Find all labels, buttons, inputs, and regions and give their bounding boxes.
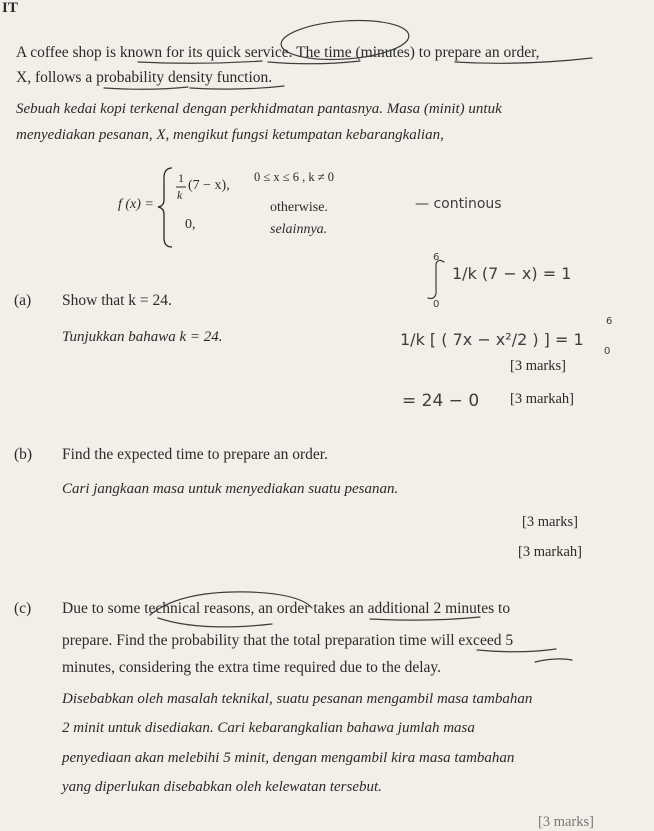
part-b-marks-en: [3 marks]: [522, 514, 578, 530]
part-c-question-my-line3: penyediaan akan melebihi 5 minit, dengan mengambil kira masa tambahan: [62, 750, 515, 766]
handwritten-bracket-lower: 0: [604, 346, 611, 357]
part-a-label: (a): [14, 292, 32, 309]
part-c-question-en-line2: prepare. Find the probability that the total preparation time will exceed 5: [62, 632, 514, 649]
underline-probability: [104, 87, 188, 89]
part-c-question-en-line1: Due to some technical reasons, an order takes an additional 2 minutes to: [62, 600, 511, 617]
pdf-case2-value: 0,: [185, 217, 196, 232]
intro-en-line1: A coffee shop is known for its quick service. The time (minutes) to prepare an order,: [16, 44, 540, 61]
handwritten-step: = 24 − 0: [402, 391, 480, 411]
pdf-case2-condition-my: selainnya.: [270, 222, 328, 237]
part-a-marks-en: [3 marks]: [510, 358, 566, 374]
part-c-question-my-line2: 2 minit untuk disediakan. Cari kebarangkalian bahawa jumlah masa: [62, 720, 475, 736]
part-b-marks-my: [3 markah]: [518, 544, 583, 560]
tick-exceed: [535, 659, 572, 662]
part-c-marks-en: [3 marks]: [538, 814, 594, 830]
part-c-question-my-line4: yang diperlukan disebabkan oleh kelewatan tersebut.: [62, 779, 382, 795]
corner-code: IT: [2, 0, 18, 16]
pdf-frac-den: k: [177, 188, 183, 202]
handwritten-bracket-upper: 6: [606, 316, 613, 327]
pdf-lhs: f (x) =: [118, 197, 154, 212]
part-b-label: (b): [14, 446, 33, 463]
handwritten-bracket-expression: 1/k [ ( 7x − x²/2 ) ] = 1: [400, 330, 584, 349]
part-b-question-my: Cari jangkaan masa untuk menyediakan suatu pesanan.: [62, 481, 399, 497]
part-c-label: (c): [14, 600, 32, 617]
integral-sign: [428, 260, 444, 298]
handwritten-integrand: 1/k (7 − x) = 1: [452, 264, 572, 283]
part-a-question-en: Show that k = 24.: [62, 292, 172, 309]
intro-my-line1: Sebuah kedai kopi terkenal dengan perkhidmatan pantasnya. Masa (minit) untuk: [16, 101, 502, 117]
pdf-frac-num: 1: [178, 171, 184, 185]
part-c-question-en-line3: minutes, considering the extra time required due to the delay.: [62, 659, 442, 676]
pdf-case1-expr: (7 − x),: [188, 178, 230, 193]
intro-my-line2: menyediakan pesanan, X, mengikut fungsi ketumpatan kebarangkalian,: [16, 127, 444, 143]
handwritten-integral-lower: 0: [433, 299, 440, 310]
handwritten-continuous: — continous: [415, 196, 502, 212]
part-b-question-en: Find the expected time to prepare an order.: [62, 446, 328, 463]
arc-reasons: [158, 618, 272, 627]
part-a-marks-my: [3 markah]: [510, 391, 575, 407]
pdf-case1-condition: 0 ≤ x ≤ 6 , k ≠ 0: [254, 170, 334, 184]
handwritten-integral-upper: 6: [433, 252, 440, 263]
part-a-question-my: Tunjukkan bahawa k = 24.: [62, 329, 223, 345]
part-c-question-my-line1: Disebabkan oleh masalah teknikal, suatu pesanan mengambil masa tambahan: [62, 691, 533, 707]
pdf-case2-condition-en: otherwise.: [270, 200, 328, 215]
intro-en-line2: X, follows a probability density function.: [16, 69, 273, 86]
